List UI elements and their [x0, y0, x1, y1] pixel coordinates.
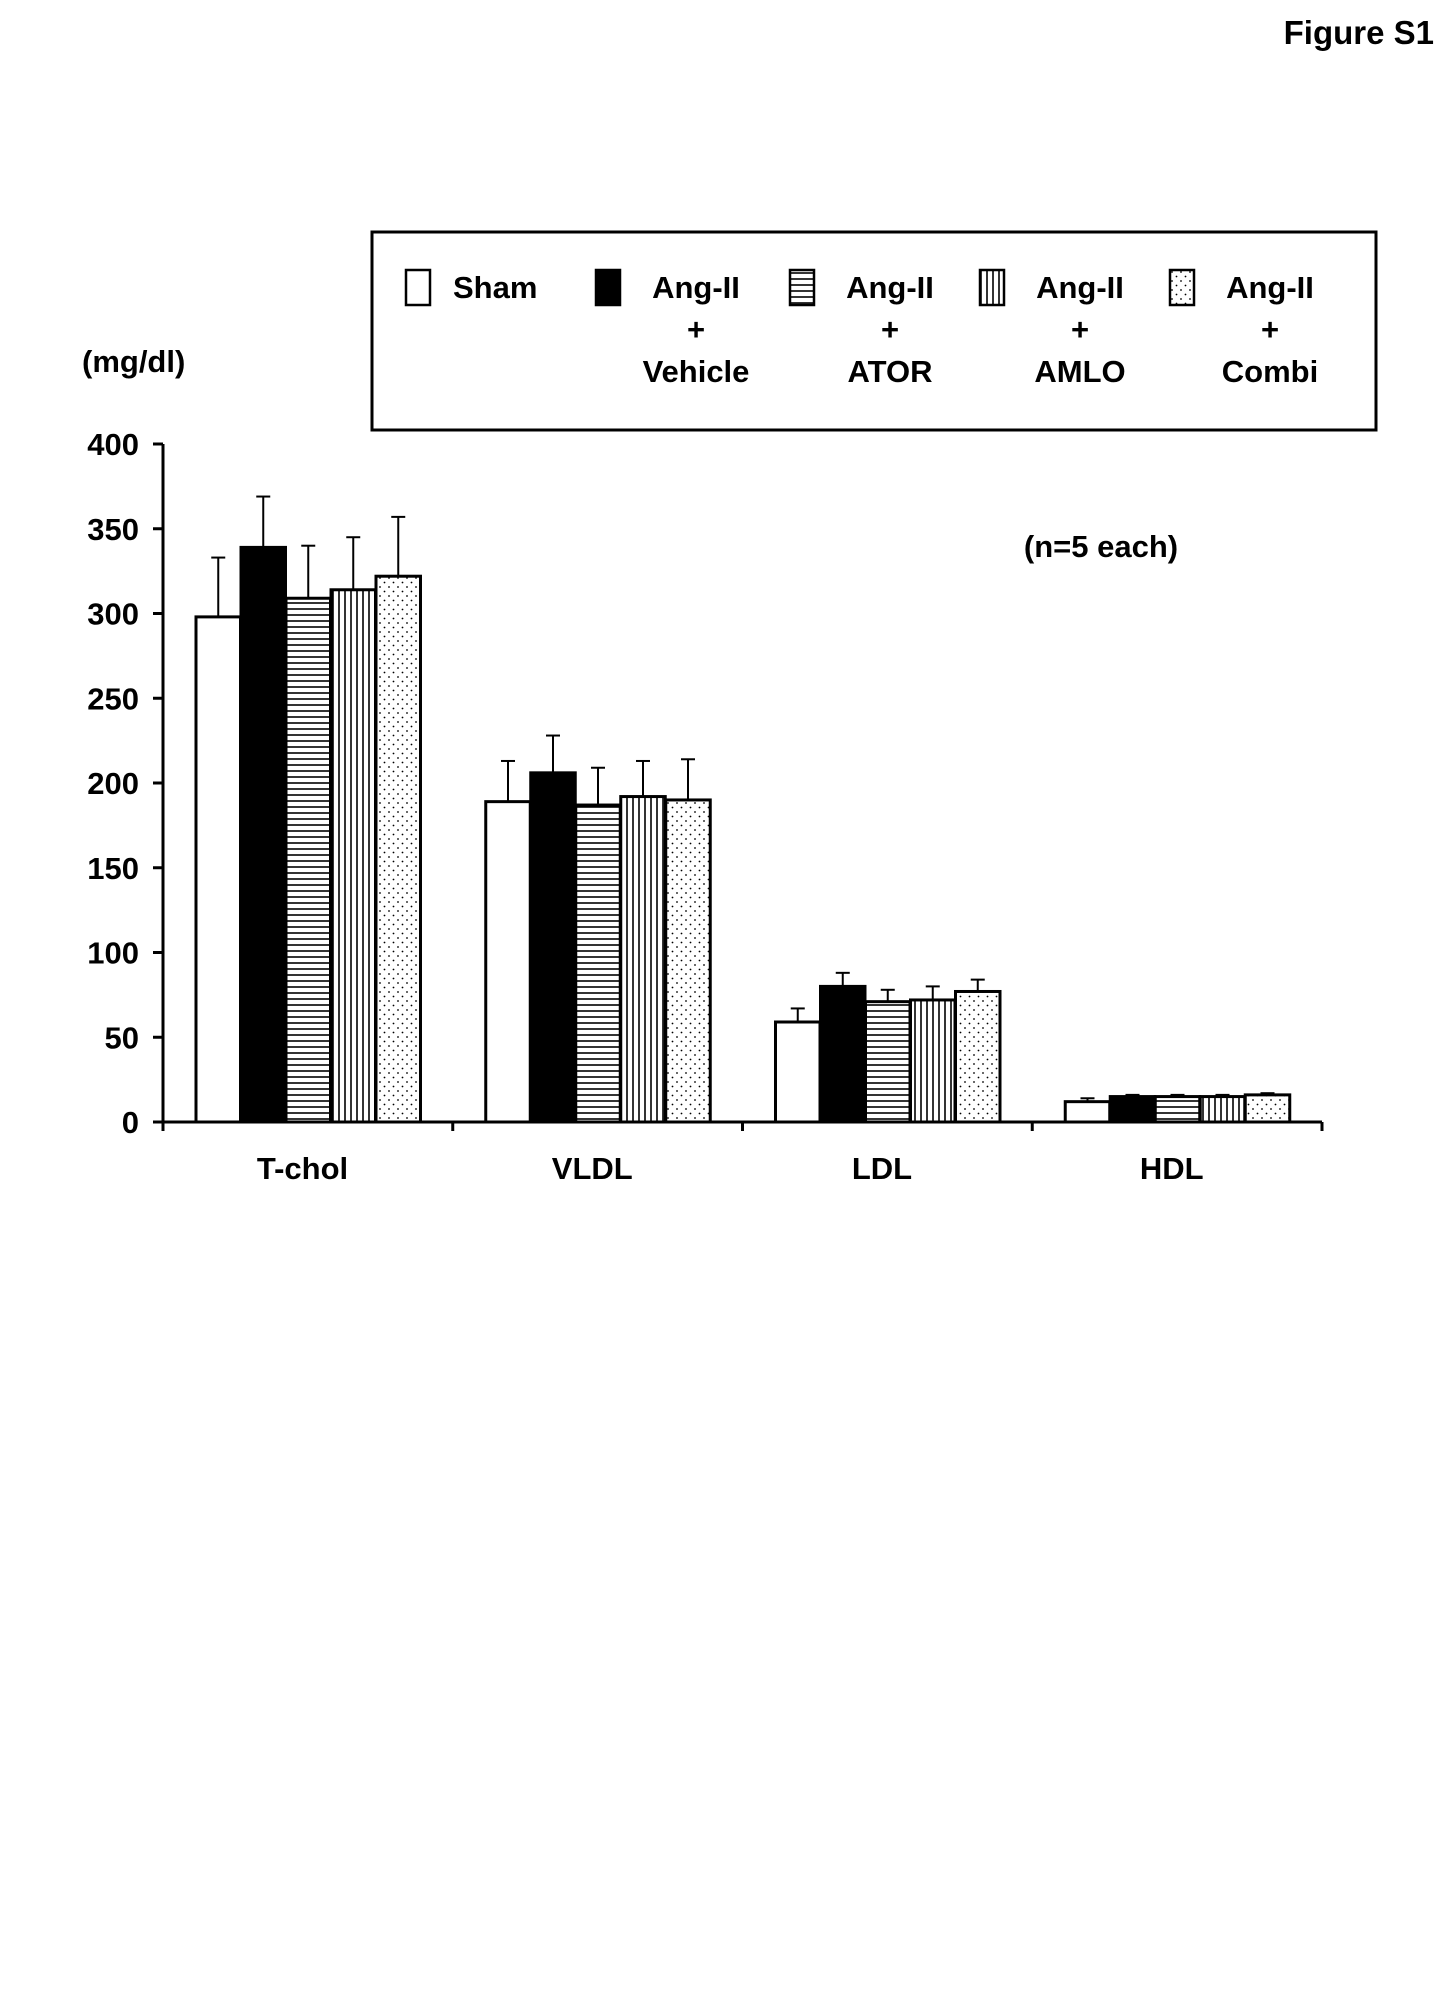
x-tick-label: LDL	[851, 1151, 913, 1186]
y-tick-label: 200	[87, 766, 139, 801]
y-tick-label: 400	[87, 427, 139, 462]
bar	[956, 991, 1001, 1122]
legend-swatch	[790, 270, 814, 305]
bar	[821, 986, 866, 1122]
y-tick-label: 0	[121, 1105, 139, 1140]
x-tick-label: VLDL	[551, 1151, 633, 1186]
bars	[196, 497, 1290, 1122]
x-tick-label: T-chol	[256, 1151, 349, 1186]
y-tick-label: 150	[87, 850, 139, 886]
legend-label: Ang-II	[846, 270, 934, 305]
bar	[531, 773, 576, 1122]
bar	[866, 1002, 911, 1122]
legend-label: +	[686, 312, 706, 347]
legend-swatch	[596, 270, 620, 305]
legend-label: +	[1070, 312, 1090, 347]
bar	[1155, 1097, 1200, 1122]
bar	[286, 598, 331, 1122]
legend-label: +	[880, 312, 900, 347]
legend-label: AMLO	[1034, 354, 1126, 389]
y-tick-label: 350	[87, 511, 139, 547]
bar	[196, 617, 241, 1122]
y-tick-label: 250	[87, 681, 139, 717]
figure-label: Figure S1	[1283, 14, 1434, 51]
bar	[241, 547, 286, 1122]
bar	[1245, 1095, 1290, 1122]
legend-swatch	[1170, 270, 1194, 305]
bar	[911, 1000, 956, 1122]
legend	[406, 270, 1318, 389]
legend-label: Sham	[453, 270, 538, 305]
legend-label: Ang-II	[652, 270, 740, 305]
legend-label: Ang-II	[1036, 270, 1124, 305]
legend-label: Combi	[1221, 354, 1319, 389]
y-tick-label: 50	[104, 1020, 139, 1056]
x-tick-label: HDL	[1139, 1151, 1204, 1186]
legend-label: Ang-II	[1226, 270, 1314, 305]
y-axis-label: (mg/dl)	[82, 344, 186, 379]
bar	[376, 576, 421, 1122]
bar	[576, 805, 621, 1122]
sample-size-annotation: (n=5 each)	[1023, 529, 1179, 564]
bar	[776, 1022, 821, 1122]
y-tick-label: 300	[87, 596, 139, 632]
bar	[1110, 1097, 1155, 1122]
legend-swatch	[980, 270, 1004, 305]
legend-swatch	[406, 270, 430, 305]
bar	[486, 802, 531, 1122]
bar	[1065, 1102, 1110, 1122]
y-tick-label: 100	[87, 935, 139, 971]
bar	[666, 800, 711, 1122]
legend-label: Vehicle	[642, 354, 750, 389]
legend-label: ATOR	[847, 354, 933, 389]
bar	[621, 797, 666, 1122]
bar	[1200, 1097, 1245, 1122]
legend-box	[372, 232, 1376, 430]
legend-label: +	[1260, 312, 1280, 347]
bar	[331, 590, 376, 1122]
